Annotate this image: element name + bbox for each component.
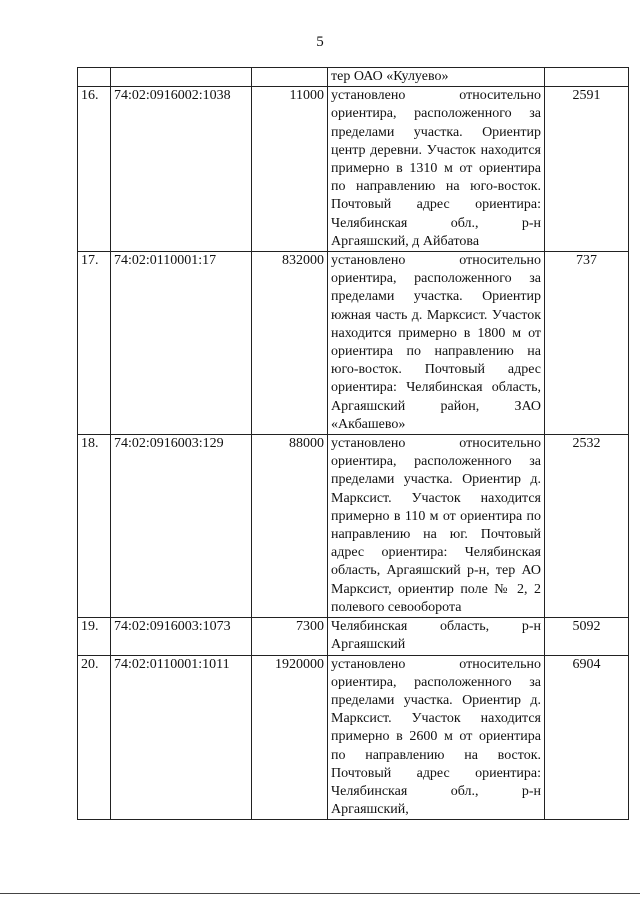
cadastral-number: 74:02:0916003:129 xyxy=(111,435,252,618)
row-number: 19. xyxy=(78,618,111,655)
value-cell: 2532 xyxy=(545,435,629,618)
location-description: Челябинская область, р-н Аргаяшский xyxy=(328,618,545,655)
table-row xyxy=(78,618,629,655)
table-row xyxy=(78,87,629,252)
cadastral-number: 74:02:0110001:1011 xyxy=(111,655,252,820)
area-value: 1920000 xyxy=(252,655,328,820)
cadastral-number: 74:02:0916003:1073 xyxy=(111,618,252,655)
table-row xyxy=(78,68,629,87)
cadastral-number: 74:02:0916002:1038 xyxy=(111,87,252,252)
area-value: 7300 xyxy=(252,618,328,655)
location-description: установлено относительно ориентира, расположенного за пределами участка. Ориентир южная часть д. Марксист. Участок находится примерно в 1800 м от ориентира по направлению на юго-восток. Почтовый адрес ориентира: Челябинская область, Аргаяшский район, ЗАО «Акбашево» xyxy=(328,252,545,435)
row-number xyxy=(78,68,111,87)
area-value: 88000 xyxy=(252,435,328,618)
cadastral-number: 74:02:0110001:17 xyxy=(111,252,252,435)
value-cell: 737 xyxy=(545,252,629,435)
value-cell xyxy=(545,68,629,87)
row-number: 17. xyxy=(78,252,111,435)
table-row xyxy=(78,252,629,435)
area-value: 11000 xyxy=(252,87,328,252)
value-cell: 6904 xyxy=(545,655,629,820)
area-value xyxy=(252,68,328,87)
value-cell: 5092 xyxy=(545,618,629,655)
location-description: установлено относительно ориентира, расположенного за пределами участка. Ориентир д. Марксист. Участок находится примерно в 2600 м от ориентира по направлению на восток. Почтовый адрес ориентира: Челябинская обл., р-н Аргаяшский, xyxy=(328,655,545,820)
cadastral-number xyxy=(111,68,252,87)
table-row xyxy=(78,655,629,820)
area-value: 832000 xyxy=(252,252,328,435)
footer-rule xyxy=(0,893,640,894)
land-plots-table xyxy=(77,67,629,820)
row-number: 18. xyxy=(78,435,111,618)
table-row xyxy=(78,435,629,618)
row-number: 20. xyxy=(78,655,111,820)
value-cell: 2591 xyxy=(545,87,629,252)
location-description: установлено относительно ориентира, расположенного за пределами участка. Ориентир центр деревни. Участок находится примерно в 1310 м от ориентира по направлению на юго-восток. Почтовый адрес ориентира: Челябинская обл., р-н Аргаяшский, д Айбатова xyxy=(328,87,545,252)
row-number: 16. xyxy=(78,87,111,252)
page-number: 5 xyxy=(316,34,324,50)
location-description: установлено относительно ориентира, расположенного за пределами участка. Ориентир д. Марксист. Участок находится примерно в 110 м от ориентира по направлению на юг. Почтовый адрес ориентира: Челябинская область, Аргаяшский р-н, тер АО Марксист, ориентир поле № 2, 2 полевого севооборота xyxy=(328,435,545,618)
location-description: тер ОАО «Кулуево» xyxy=(328,68,545,87)
